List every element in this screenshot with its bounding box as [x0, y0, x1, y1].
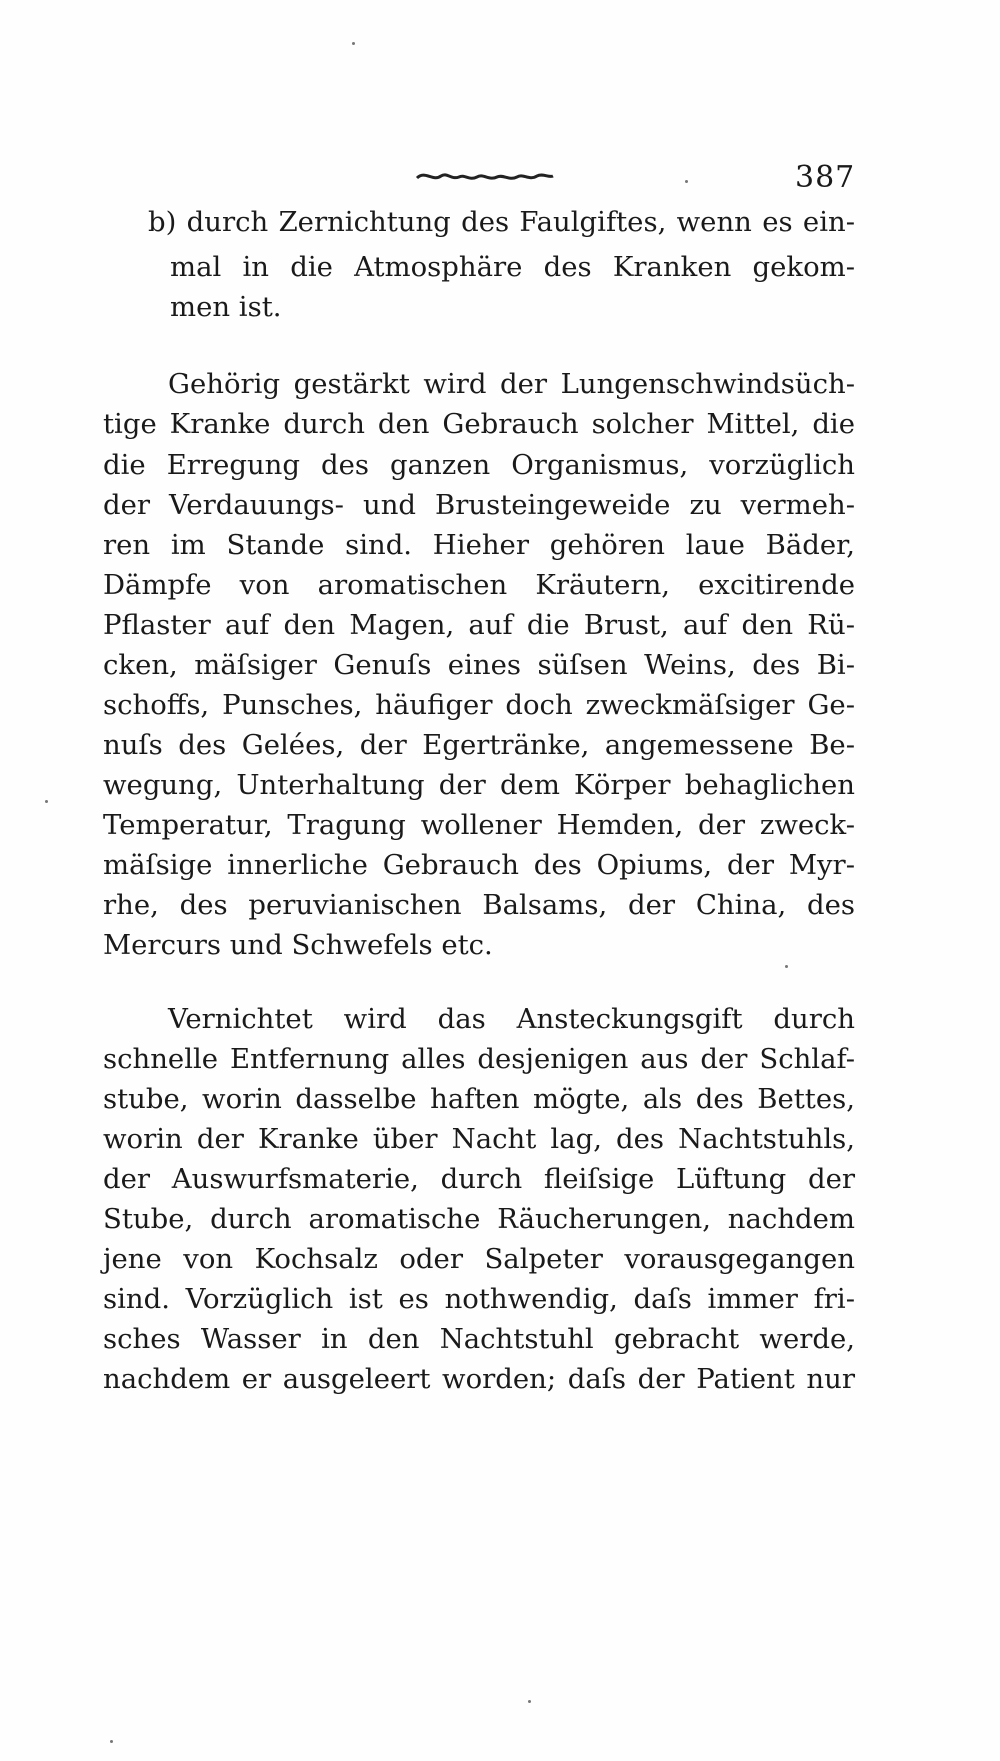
text-line: die Erregung des ganzen Organismus, vorzüglich: [103, 449, 855, 481]
text-line: der Verdauungs- und Brusteingeweide zu vermeh-: [103, 489, 855, 521]
text-line: schoffs, Punsches, häufiger doch zweckmäſsiger Ge-: [103, 689, 855, 721]
paper-speck: [528, 1700, 531, 1703]
text-line: men ist.: [170, 291, 282, 323]
text-line: worin der Kranke über Nacht lag, des Nachtstuhls,: [103, 1123, 855, 1155]
text-line: der Auswurfsmaterie, durch fleiſsige Lüftung der: [103, 1163, 855, 1195]
text-line: mäſsige innerliche Gebrauch des Opiums, der Myr-: [103, 849, 855, 881]
text-line: Gehörig gestärkt wird der Lungenschwindsüch-: [168, 368, 855, 400]
text-line: Dämpfe von aromatischen Kräutern, excitirende: [103, 569, 855, 601]
page-header: [0, 160, 1000, 200]
text-line: Temperatur, Tragung wollener Hemden, der zweck-: [103, 809, 855, 841]
text-line: tige Kranke durch den Gebrauch solcher Mittel, die: [103, 408, 855, 440]
ornament-rule: [415, 168, 555, 184]
text-line: jene von Kochsalz oder Salpeter vorausgegangen: [103, 1243, 855, 1275]
text-line: nachdem er ausgeleert worden; daſs der Patient nur: [103, 1363, 855, 1395]
text-line: Stube, durch aromatische Räucherungen, nachdem: [103, 1203, 855, 1235]
text-line: sches Wasser in den Nachtstuhl gebracht werde,: [103, 1323, 855, 1355]
text-line: schnelle Entfernung alles desjenigen aus der Schlaf-: [103, 1043, 855, 1075]
text-line: Mercurs und Schwefels etc.: [103, 929, 493, 961]
paper-speck: [110, 1740, 113, 1743]
page-number: 387: [795, 160, 856, 195]
text-line: Pflaster auf den Magen, auf die Brust, auf den Rü-: [103, 609, 855, 641]
text-line: rhe, des peruvianischen Balsams, der China, des: [103, 889, 855, 921]
text-line: sind. Vorzüglich ist es nothwendig, daſs immer fri-: [103, 1283, 855, 1315]
text-line: Vernichtet wird das Ansteckungsgift durch: [168, 1003, 855, 1035]
paper-speck: [45, 800, 48, 803]
paper-speck: [352, 42, 355, 45]
text-line: ren im Stande sind. Hieher gehören laue Bäder,: [103, 529, 855, 561]
text-line: cken, mäſsiger Genuſs eines süſsen Weins, des Bi-: [103, 649, 855, 681]
text-line: stube, worin dasselbe haften mögte, als des Bettes,: [103, 1083, 855, 1115]
text-line: b) durch Zernichtung des Faulgiftes, wenn es ein-: [148, 206, 855, 238]
text-line: mal in die Atmosphäre des Kranken gekom-: [170, 251, 855, 283]
paper-speck: [685, 180, 688, 183]
text-line: wegung, Unterhaltung der dem Körper behaglichen: [103, 769, 855, 801]
text-line: nuſs des Gelées, der Egertränke, angemessene Be-: [103, 729, 855, 761]
paper-speck: [785, 965, 788, 968]
